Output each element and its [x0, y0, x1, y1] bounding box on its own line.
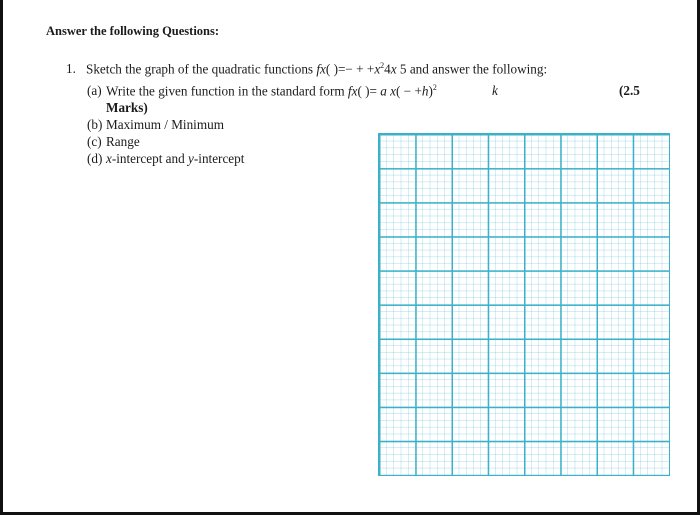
question-1	[66, 61, 547, 77]
sub-c-text: Range	[106, 134, 140, 149]
sub-a-h: h	[421, 83, 429, 99]
sub-d-x: x	[106, 151, 112, 166]
constant-term: 5 and answer the following:	[396, 61, 548, 77]
label-a: (a)	[87, 83, 102, 99]
sub-a-close: )	[428, 83, 433, 99]
x-exponent: 2	[380, 61, 385, 70]
sub-question-b	[87, 117, 224, 133]
sub-d-y-text: -intercept	[193, 151, 245, 166]
marks-open: (2.5	[619, 83, 640, 98]
func-name: f	[316, 61, 321, 77]
sub-a-paren: ( − +	[396, 83, 422, 99]
sub-a-exp: 2	[432, 83, 437, 92]
sub-a-f: f	[347, 83, 352, 99]
sub-a-k: k	[492, 83, 498, 98]
label-c: (c)	[87, 134, 102, 149]
sub-a-mid: ( )=	[357, 83, 381, 99]
linear-var: x	[390, 61, 397, 77]
sub-a-a: a	[380, 83, 387, 99]
question-number: 1.	[66, 61, 76, 77]
func-var: x	[320, 61, 326, 77]
linear-term: 4	[384, 61, 391, 77]
marks-close: Marks)	[106, 100, 148, 115]
sub-question-a	[87, 83, 437, 99]
label-b: (b)	[87, 117, 103, 132]
sub-a-x2: x	[386, 83, 397, 99]
page-heading: Answer the following Questions:	[46, 24, 220, 38]
sub-d-x-text: -intercept and	[111, 151, 189, 166]
sub-d-y: y	[188, 151, 194, 166]
sub-question-c	[87, 134, 140, 150]
label-d: (d)	[87, 151, 103, 166]
question-text: Sketch the graph of the quadratic functions	[86, 61, 317, 77]
graph-paper	[378, 133, 670, 476]
x-var: x	[374, 61, 381, 77]
sub-a-x1: x	[351, 83, 358, 99]
func-rest: ( )=− + +	[325, 61, 375, 77]
sub-a-text: Write the given function in the standard form	[106, 83, 348, 99]
sub-question-d	[87, 151, 244, 167]
left-border	[0, 0, 3, 515]
sub-b-text: Maximum / Minimum	[106, 117, 224, 132]
